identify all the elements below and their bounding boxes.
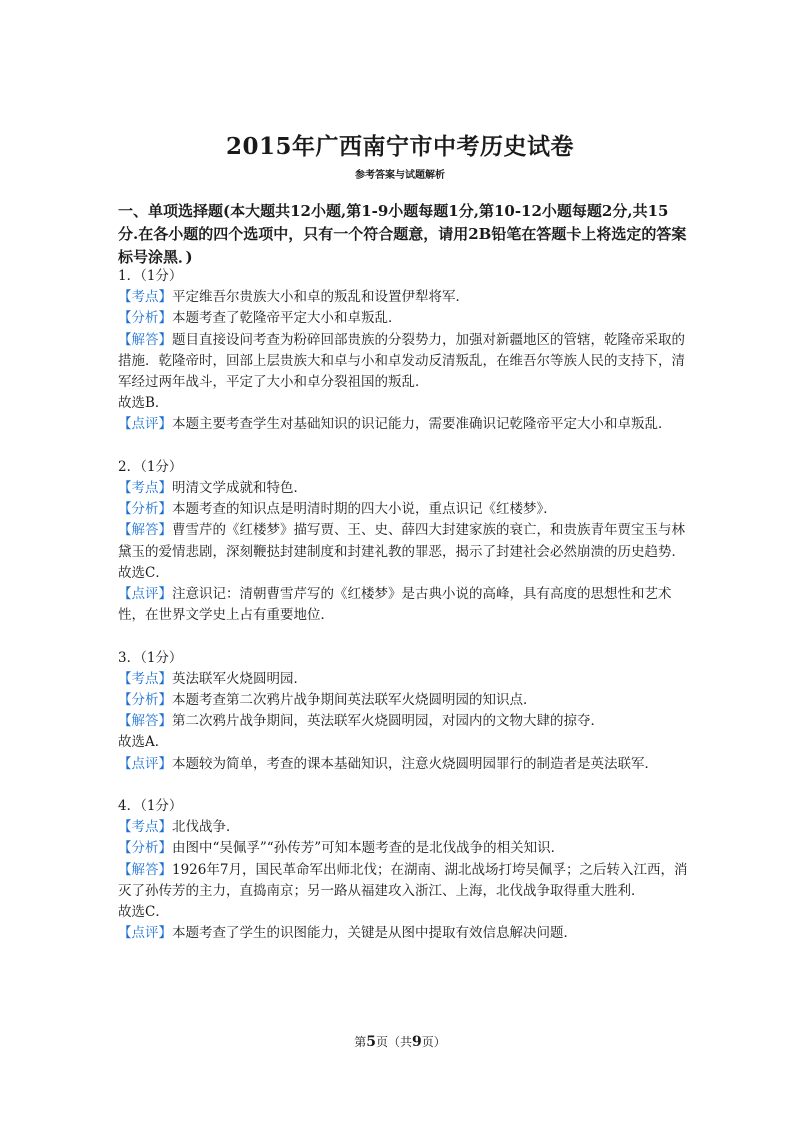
fenxi-line [118,838,688,859]
kaodian-line [118,669,688,690]
kaodian-text: 平定维吾尔贵族大小和卓的叛乱和设置伊犁将军． [172,289,469,306]
fenxi-text: 本题考查的知识点是明清时期的四大小说，重点识记《红楼梦》． [172,501,557,518]
page-subtitle: 参考答案与试题解析 [355,170,445,181]
jieda-line [118,860,688,902]
dianping-text: 注意识记：清朝曹雪芹写的《红楼梦》是古典小说的高峰，具有高度的思想性和艺术性，在世界文学史上占有重要地位． [118,586,672,624]
dianping-text: 本题考查了学生的识图能力，关键是从图中提取有效信息解决问题． [172,925,577,942]
kaodian-line [118,478,688,499]
jieda-text: 曹雪芹的《红楼梦》描写贾、王、史、薛四大封建家族的衰亡，和贵族青年贾宝玉与林黛玉的爱情悲剧，深刻鞭挞封建制度和封建礼教的罪恶，揭示了封建社会必然崩溃的历史趋势． [118,522,685,560]
jieda-tag: 【解答】 [118,331,172,348]
question-3 [118,648,688,775]
jieda-tag: 【解答】 [118,861,172,878]
fenxi-text: 本题考查第二次鸦片战争期间英法联军火烧圆明园的知识点． [172,692,537,709]
jieda-tag: 【解答】 [118,522,172,539]
question-header: 4．（1分） [118,798,183,815]
fenxi-tag: 【分析】 [118,501,172,518]
dianping-line [118,584,688,626]
kaodian-tag: 【考点】 [118,480,172,497]
question-header: 3．（1分） [118,649,183,666]
kaodian-tag: 【考点】 [118,670,172,687]
kaodian-text: 明清文学成就和特色． [172,480,307,497]
footer-page-number: 5 [366,1034,376,1050]
kaodian-line [118,287,688,308]
dianping-text: 本题主要考查学生对基础知识的识记能力，需要准确识记乾隆帝平定大小和卓叛乱． [172,416,672,433]
jieda-text: 第二次鸦片战争期间，英法联军火烧圆明园，对园内的文物大肆的掠夺． [172,713,604,730]
dianping-line [118,754,688,775]
fenxi-tag: 【分析】 [118,692,172,709]
fenxi-tag: 【分析】 [118,310,172,327]
footer-prefix: 第 [354,1035,367,1049]
section-heading: 一、单项选择题(本大题共12小题,第1-9小题每题1分,第10-12小题每题2分,共15分.在各小题的四个选项中，只有一个符合题意，请用2B铅笔在答题卡上将选定的答案标号涂黑．) [118,202,687,266]
question-1 [118,266,688,436]
jieda-line [118,711,688,732]
fenxi-text: 本题考查了乾隆帝平定大小和卓叛乱． [172,310,402,327]
kaodian-text: 英法联军火烧圆明园． [172,670,307,687]
jieda-line [118,520,688,562]
question-header: 1．（1分） [118,268,183,284]
dianping-tag: 【点评】 [118,416,172,433]
fenxi-line [118,499,688,520]
fenxi-line [118,690,688,711]
footer-suffix: 页） [421,1035,446,1049]
fenxi-text: 由图中“吴佩孚”“孙传芳”可知本题考查的是北伐战争的相关知识． [172,840,565,857]
jieda-tag: 【解答】 [118,713,172,730]
fenxi-line [118,308,688,329]
kaodian-line [118,817,688,838]
footer-total-pages: 9 [412,1034,422,1050]
answer-line: 故选B． [118,395,169,412]
dianping-tag: 【点评】 [118,925,172,942]
dianping-text: 本题较为简单，考查的课本基础知识，注意火烧圆明园罪行的制造者是英法联军． [172,755,658,772]
kaodian-text: 北伐战争． [172,819,240,836]
question-4 [118,796,688,944]
questions-list [118,266,688,966]
dianping-tag: 【点评】 [118,586,172,603]
question-header: 2．（1分） [118,458,183,475]
dianping-line [118,414,688,435]
question-2 [118,457,688,627]
footer-middle: 页（共 [375,1035,412,1049]
answer-line: 故选C． [118,564,169,581]
kaodian-tag: 【考点】 [118,819,172,836]
page-title: 2015年广西南宁市中考历史试卷 [225,133,574,160]
answer-line: 故选C． [118,904,169,921]
jieda-line [118,330,688,394]
answer-line: 故选A． [118,734,169,751]
kaodian-tag: 【考点】 [118,289,172,306]
jieda-text: 题目直接设问考查为粉碎回部贵族的分裂势力，加强对新疆地区的管辖，乾隆帝采取的措施．乾隆帝时，回部上层贵族大和卓与小和卓发动反清叛乱，在维吾尔等族人民的支持下，清军经过两年战斗，平定了大小和卓分裂祖国的叛乱． [118,331,685,391]
jieda-text: 1926年7月，国民革命军出师北伐；在湖南、湖北战场打垮吴佩孚；之后转入江西，消灭了孙传芳的主力，直捣南京；另一路从福建攻入浙江、上海，北伐战争取得重大胜利． [118,861,688,899]
dianping-line [118,923,688,944]
dianping-tag: 【点评】 [118,755,172,772]
fenxi-tag: 【分析】 [118,840,172,857]
page-footer [0,1033,800,1050]
